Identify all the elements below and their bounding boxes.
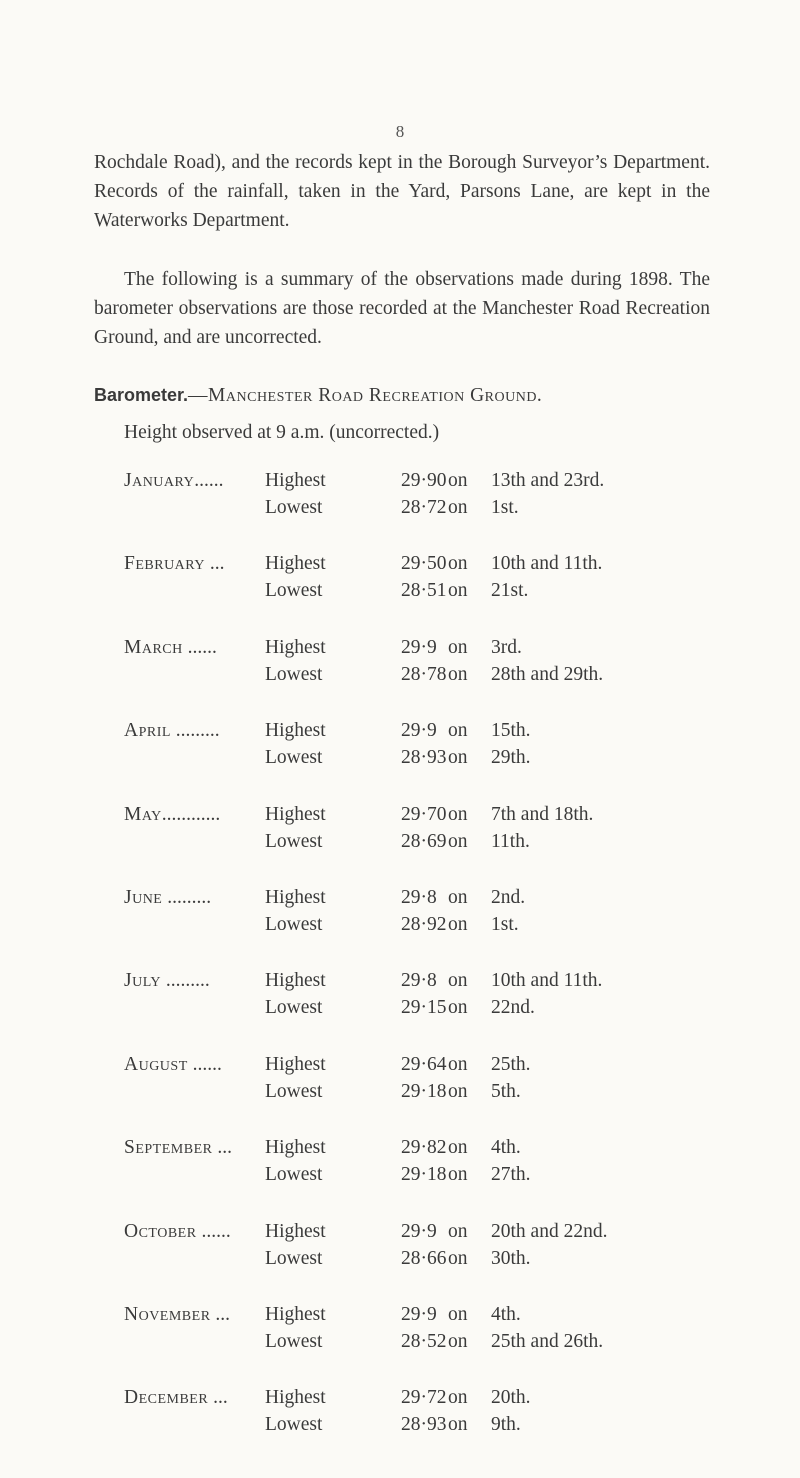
highest-row [124, 1221, 744, 1248]
dot-leader: ...... [196, 1220, 231, 1242]
reading-dates: 25th. [491, 1053, 531, 1075]
on-word: on [448, 1303, 468, 1325]
month-name: February [124, 553, 205, 575]
month-name: April [124, 720, 171, 742]
reading-value: 29·70 [401, 803, 447, 825]
on-word: on [448, 970, 468, 992]
highest-row [124, 1054, 744, 1081]
on-word: on [448, 1414, 468, 1436]
reading-value: 29·15 [401, 997, 447, 1019]
on-word: on [448, 1137, 468, 1159]
lowest-row [124, 747, 744, 774]
month-block-november [124, 1304, 744, 1387]
highest-row [124, 887, 744, 914]
reading-value: 28·51 [401, 580, 447, 602]
highest-row [124, 553, 744, 580]
month-block-december [124, 1387, 744, 1470]
reading-kind: Highest [265, 1053, 326, 1075]
on-word: on [448, 1053, 468, 1075]
reading-value: 29·8 [401, 886, 437, 908]
highest-row [124, 637, 744, 664]
reading-dates: 10th and 11th. [491, 553, 603, 575]
summary-paragraph [94, 265, 710, 352]
reading-dates: 27th. [491, 1164, 531, 1186]
reading-kind: Highest [265, 803, 326, 825]
reading-kind: Lowest [265, 663, 323, 685]
reading-dates: 28th and 29th. [491, 663, 604, 685]
month-name: August [124, 1053, 188, 1075]
month-name: November [124, 1303, 211, 1325]
month-block-october [124, 1221, 744, 1304]
reading-value: 29·82 [401, 1137, 447, 1159]
reading-kind: Highest [265, 1303, 326, 1325]
reading-value: 28·69 [401, 830, 447, 852]
lowest-row [124, 664, 744, 691]
reading-dates: 30th. [491, 1247, 531, 1269]
month-label [124, 553, 265, 575]
dot-leader: ......... [170, 720, 220, 742]
dot-leader: ...... [187, 1053, 222, 1075]
reading-value: 28·92 [401, 913, 447, 935]
month-block-may [124, 804, 744, 887]
highest-row [124, 1304, 744, 1331]
reading-dates: 1st. [491, 913, 519, 935]
dot-leader: ...... [182, 636, 217, 658]
on-word: on [448, 497, 468, 518]
reading-kind: Lowest [265, 497, 323, 518]
month-name: July [124, 970, 161, 992]
reading-kind: Lowest [265, 913, 323, 935]
month-block-april [124, 720, 744, 803]
on-word: on [448, 663, 468, 685]
highest-row [124, 804, 744, 831]
month-label [124, 1304, 265, 1326]
reading-kind: Highest [265, 636, 326, 658]
month-block-february [124, 553, 744, 636]
reading-dates: 20th and 22nd. [491, 1220, 608, 1242]
on-word: on [448, 553, 468, 575]
lowest-row [124, 497, 744, 524]
page-number: 8 [395, 122, 405, 141]
on-word: on [448, 803, 468, 825]
lowest-row [124, 1331, 744, 1358]
month-name: June [124, 886, 163, 908]
reading-kind: Lowest [265, 830, 323, 852]
reading-kind: Lowest [265, 1247, 323, 1269]
lowest-row [124, 831, 744, 858]
month-name: May [124, 803, 162, 825]
section-heading [94, 385, 734, 407]
reading-kind: Highest [265, 470, 326, 491]
month-label [124, 887, 265, 909]
reading-kind: Lowest [265, 1164, 323, 1186]
reading-kind: Highest [265, 1220, 326, 1242]
intro-paragraph-text: Rochdale Road), and the records kept in the Borough Surveyor’s Department. Records of the rainfall, taken in the Yard, Parsons Lane, are kept in the Waterworks Department. [94, 152, 710, 231]
month-block-september [124, 1137, 744, 1220]
reading-kind: Lowest [265, 1330, 323, 1352]
reading-dates: 13th and 23rd. [491, 470, 605, 491]
reading-value: 28·93 [401, 747, 447, 769]
intro-paragraph [94, 148, 710, 235]
section-heading-location: —Manchester Road Recreation Ground. [188, 385, 543, 406]
on-word: on [448, 1387, 468, 1409]
reading-value: 28·78 [401, 663, 447, 685]
reading-value: 29·8 [401, 970, 437, 992]
reading-value: 29·90 [401, 470, 447, 491]
reading-kind: Lowest [265, 747, 323, 769]
reading-kind: Highest [265, 886, 326, 908]
reading-value: 29·18 [401, 1080, 447, 1102]
reading-dates: 9th. [491, 1414, 521, 1436]
month-block-august [124, 1054, 744, 1137]
summary-paragraph-text: The following is a summary of the observations made during 1898. The barometer observations are those recorded at the Manchester Road Recreation Ground, and are uncorrected. [94, 269, 710, 348]
highest-row [124, 720, 744, 747]
month-label [124, 720, 265, 742]
on-word: on [448, 470, 468, 491]
dot-leader: ...... [194, 470, 224, 491]
on-word: on [448, 580, 468, 602]
month-label [124, 1221, 265, 1243]
reading-kind: Lowest [265, 1414, 323, 1436]
on-word: on [448, 1080, 468, 1102]
reading-dates: 29th. [491, 747, 531, 769]
reading-dates: 4th. [491, 1137, 521, 1159]
reading-kind: Highest [265, 1387, 326, 1409]
lowest-row [124, 1164, 744, 1191]
month-label [124, 804, 265, 826]
section-subheading: Height observed at 9 a.m. (uncorrected.) [124, 422, 440, 443]
reading-value: 28·93 [401, 1414, 447, 1436]
dot-leader: ... [204, 553, 225, 575]
reading-kind: Lowest [265, 997, 323, 1019]
section-heading-title: Barometer. [94, 385, 189, 405]
dot-leader: ... [208, 1387, 228, 1409]
reading-dates: 20th. [491, 1387, 531, 1409]
lowest-row [124, 914, 744, 941]
reading-kind: Highest [265, 970, 326, 992]
month-label [124, 470, 265, 492]
highest-row [124, 470, 744, 497]
on-word: on [448, 997, 468, 1019]
on-word: on [448, 1247, 468, 1269]
reading-value: 28·66 [401, 1247, 447, 1269]
reading-dates: 1st. [491, 497, 519, 518]
month-name: January [124, 470, 195, 491]
month-label [124, 1387, 265, 1409]
dot-leader: ......... [162, 886, 212, 908]
reading-dates: 11th. [491, 830, 530, 852]
month-block-march [124, 637, 744, 720]
reading-dates: 21st. [491, 580, 529, 602]
on-word: on [448, 1164, 468, 1186]
lowest-row [124, 1414, 744, 1441]
on-word: on [448, 830, 468, 852]
reading-dates: 25th and 26th. [491, 1330, 604, 1352]
reading-dates: 10th and 11th. [491, 970, 603, 992]
highest-row [124, 1387, 744, 1414]
reading-kind: Lowest [265, 580, 323, 602]
month-name: October [124, 1220, 197, 1242]
dot-leader: ... [210, 1303, 231, 1325]
reading-value: 29·9 [401, 1220, 437, 1242]
on-word: on [448, 747, 468, 769]
lowest-row [124, 580, 744, 607]
reading-kind: Highest [265, 720, 326, 742]
month-label [124, 637, 265, 659]
on-word: on [448, 913, 468, 935]
reading-kind: Highest [265, 553, 326, 575]
reading-dates: 4th. [491, 1303, 521, 1325]
reading-value: 29·72 [401, 1387, 447, 1409]
reading-kind: Lowest [265, 1080, 323, 1102]
reading-kind: Highest [265, 1137, 326, 1159]
month-name: September [124, 1137, 213, 1159]
dot-leader: ... [212, 1137, 232, 1159]
reading-dates: 5th. [491, 1080, 521, 1102]
month-name: March [124, 636, 183, 658]
reading-value: 29·18 [401, 1164, 447, 1186]
reading-value: 29·9 [401, 636, 437, 658]
month-label [124, 1137, 265, 1159]
lowest-row [124, 1248, 744, 1275]
on-word: on [448, 1220, 468, 1242]
month-block-june [124, 887, 744, 970]
on-word: on [448, 1330, 468, 1352]
dot-leader: ......... [160, 970, 210, 992]
month-name: December [124, 1387, 209, 1409]
reading-dates: 2nd. [491, 886, 526, 908]
lowest-row [124, 997, 744, 1024]
month-label [124, 1054, 265, 1076]
reading-value: 29·9 [401, 720, 437, 742]
month-block-january [124, 470, 744, 553]
reading-value: 29·64 [401, 1053, 447, 1075]
month-label [124, 970, 265, 992]
reading-value: 28·72 [401, 497, 447, 518]
reading-value: 29·9 [401, 1303, 437, 1325]
barometer-table [124, 470, 744, 1471]
on-word: on [448, 886, 468, 908]
reading-dates: 7th and 18th. [491, 803, 594, 825]
highest-row [124, 970, 744, 997]
dot-leader: ............ [161, 803, 221, 825]
on-word: on [448, 720, 468, 742]
reading-dates: 15th. [491, 720, 531, 742]
reading-dates: 3rd. [491, 636, 522, 658]
reading-dates: 22nd. [491, 997, 535, 1019]
highest-row [124, 1137, 744, 1164]
lowest-row [124, 1081, 744, 1108]
reading-value: 29·50 [401, 553, 447, 575]
on-word: on [448, 636, 468, 658]
reading-value: 28·52 [401, 1330, 447, 1352]
month-block-july [124, 970, 744, 1053]
